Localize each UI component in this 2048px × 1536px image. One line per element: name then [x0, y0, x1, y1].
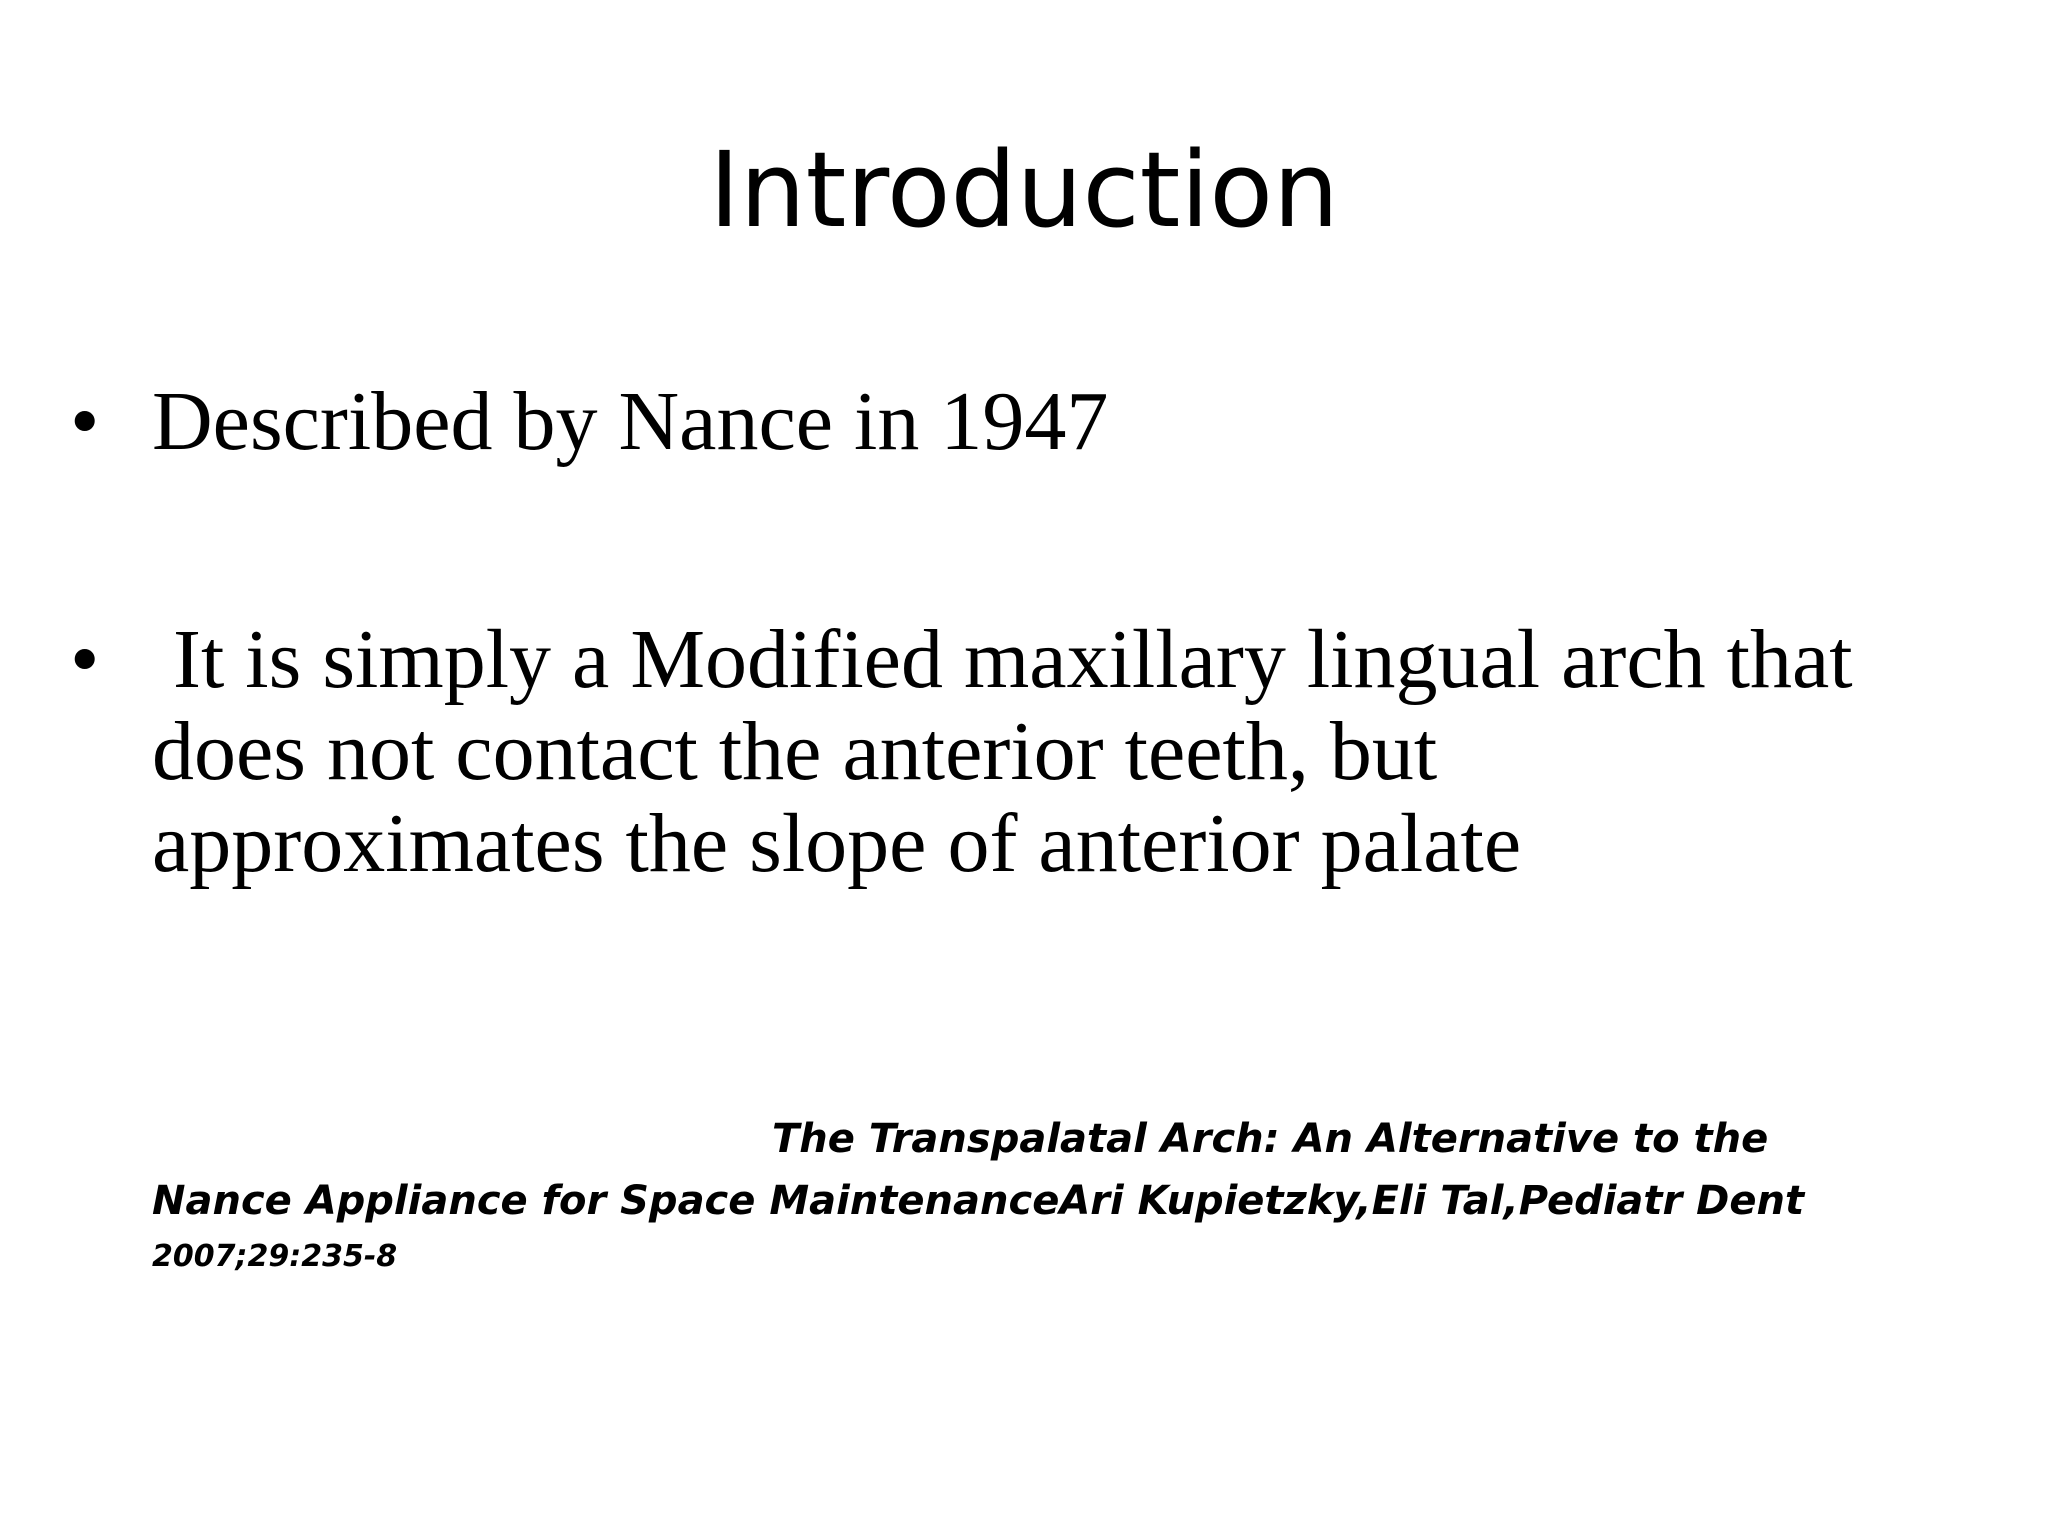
bullet-marker: • — [70, 375, 100, 468]
bullet-list — [70, 375, 1874, 890]
bullet-item — [70, 376, 1870, 468]
bullet-marker: • — [70, 613, 100, 706]
citation — [152, 1108, 1952, 1282]
citation-line: 2007;29:235-8 — [152, 1239, 398, 1274]
slide-title: Introduction — [709, 129, 1339, 251]
bullet-item — [70, 613, 1874, 890]
bullet-text: It is simply a Modified maxillary lingual arch that does not contact the anterior teeth, but approximates the slope of anterior palate — [152, 613, 1874, 890]
citation-line: Nance Appliance for Space MaintenanceAri Kupietzky,Eli Tal,Pediatr Dent — [152, 1178, 1805, 1224]
bullet-text: Described by Nance in 1947 — [152, 375, 1109, 468]
citation-line: The Transpalatal Arch: An Alternative to the — [772, 1116, 1769, 1162]
